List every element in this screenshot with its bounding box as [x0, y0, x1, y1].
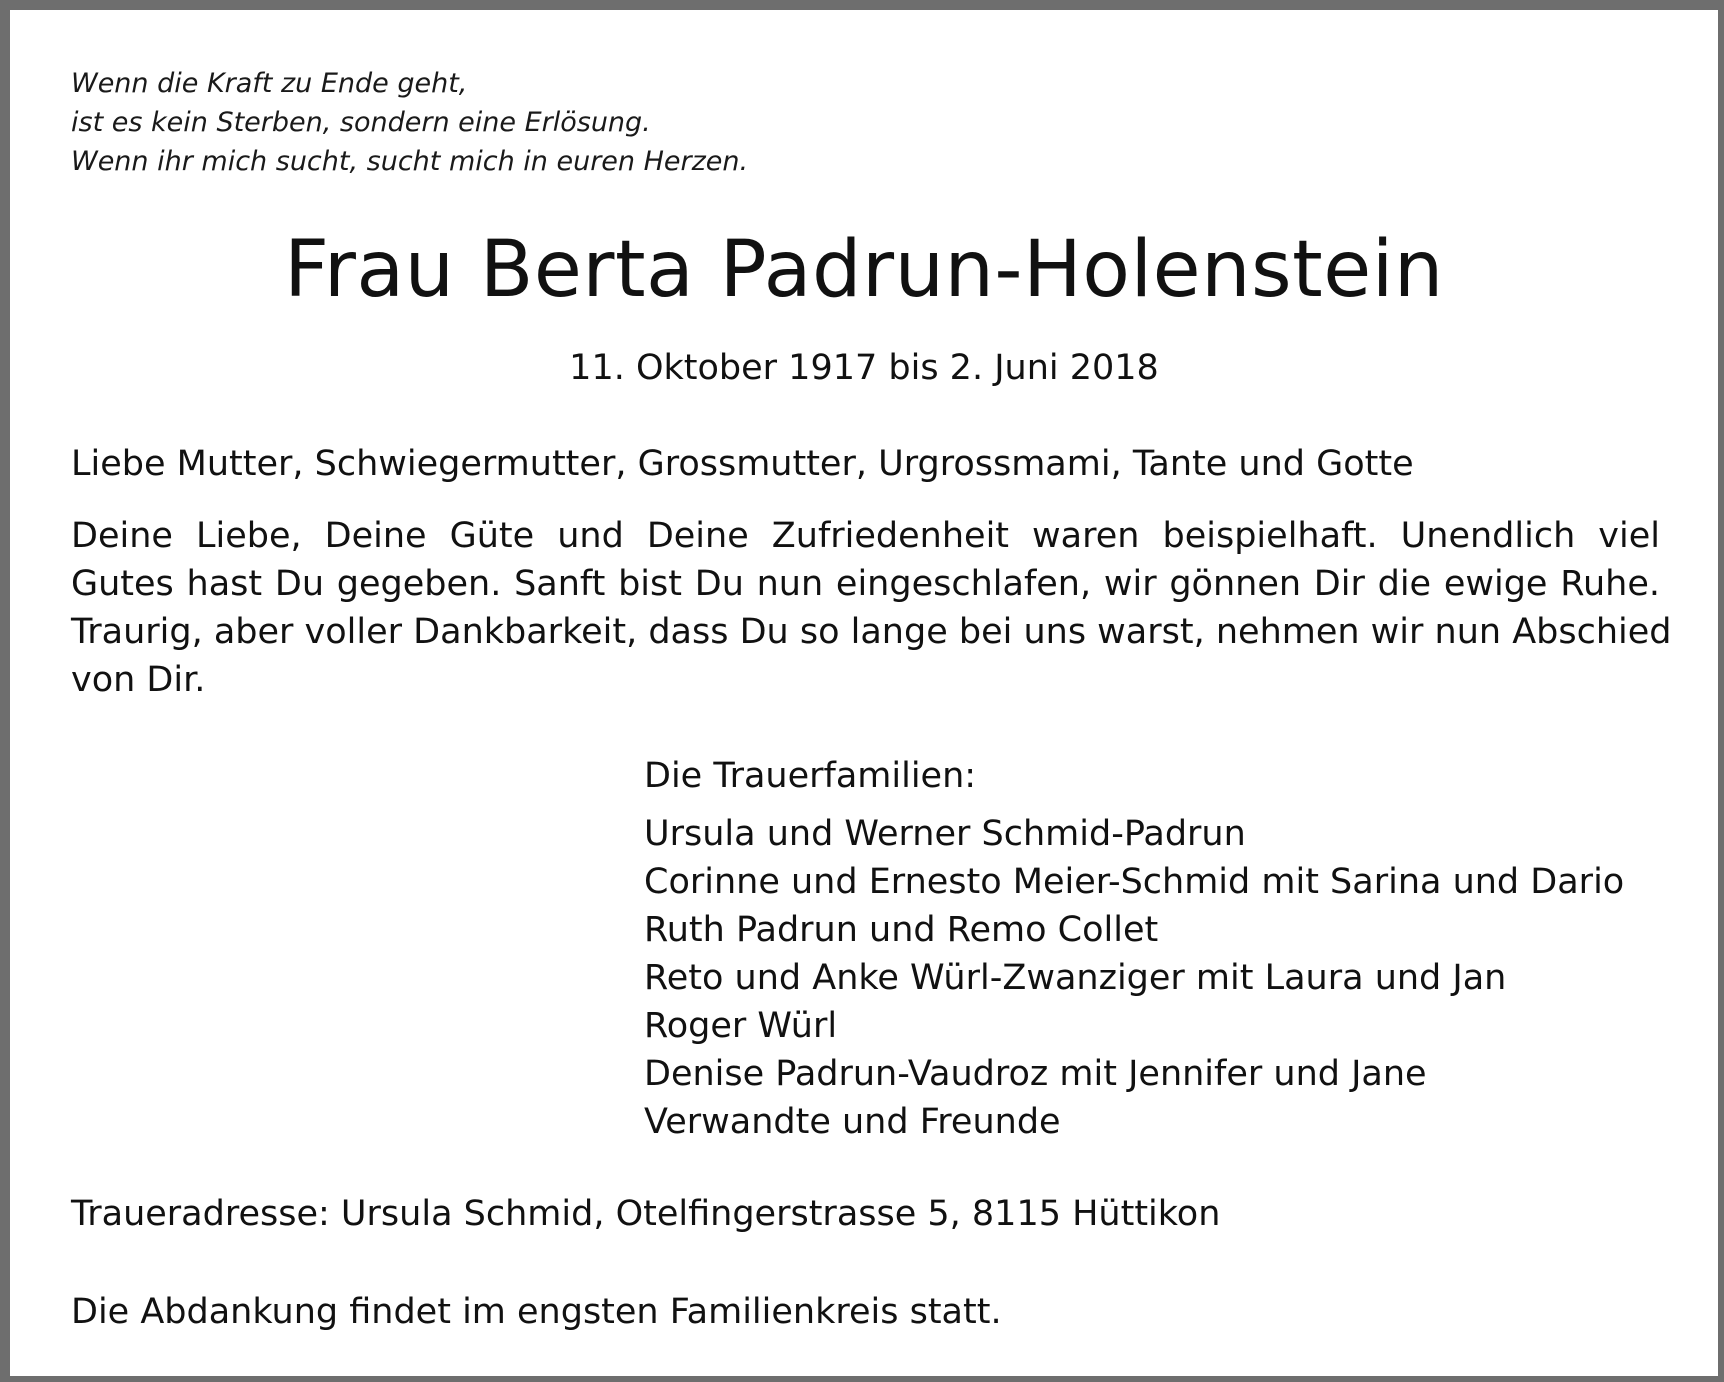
message-line: Gutes hast Du gegeben. Sanft bist Du nun eingeschlafen, wir gönnen Dir die ewige Ruhe.: [71, 564, 1660, 604]
motto-line: Wenn die Kraft zu Ende geht,: [71, 68, 468, 99]
family-member: Verwandte und Freunde: [644, 1102, 1061, 1142]
message-line: Traurig, aber voller Dankbarkeit, dass Du so lange bei uns warst, nehmen wir nun Abschied: [71, 612, 1672, 652]
mourning-families: [644, 752, 1624, 1146]
mourning-address: Traueradresse: Ursula Schmid, Otelfingerstrasse 5, 8115 Hüttikon: [71, 1194, 1221, 1234]
motto-quote: [71, 64, 748, 181]
family-member: Ursula und Werner Schmid-Padrun: [644, 814, 1246, 854]
relation-line: Liebe Mutter, Schwiegermutter, Grossmutter, Urgrossmami, Tante und Gotte: [71, 444, 1414, 484]
ceremony-note: Die Abdankung findet im engsten Familienkreis statt.: [71, 1292, 1002, 1332]
family-member: Reto und Anke Würl-Zwanziger mit Laura und Jan: [644, 958, 1507, 998]
farewell-message: [71, 512, 1672, 704]
life-dates: 11. Oktober 1917 bis 2. Juni 2018: [569, 348, 1159, 388]
motto-line: ist es kein Sterben, sondern eine Erlösung.: [71, 107, 651, 138]
motto-line: Wenn ihr mich sucht, sucht mich in euren Herzen.: [71, 146, 749, 177]
message-line: von Dir.: [71, 660, 206, 700]
families-heading: Die Trauerfamilien:: [644, 756, 977, 796]
family-member: Denise Padrun-Vaudroz mit Jennifer und Jane: [644, 1054, 1427, 1094]
family-member: Roger Würl: [644, 1006, 838, 1046]
deceased-name: Frau Berta Padrun-Holenstein: [284, 225, 1444, 315]
message-line: Deine Liebe, Deine Güte und Deine Zufriedenheit waren beispielhaft. Unendlich viel: [71, 516, 1660, 556]
family-member: Corinne und Ernesto Meier-Schmid mit Sarina und Dario: [644, 862, 1625, 902]
family-member: Ruth Padrun und Remo Collet: [644, 910, 1159, 950]
